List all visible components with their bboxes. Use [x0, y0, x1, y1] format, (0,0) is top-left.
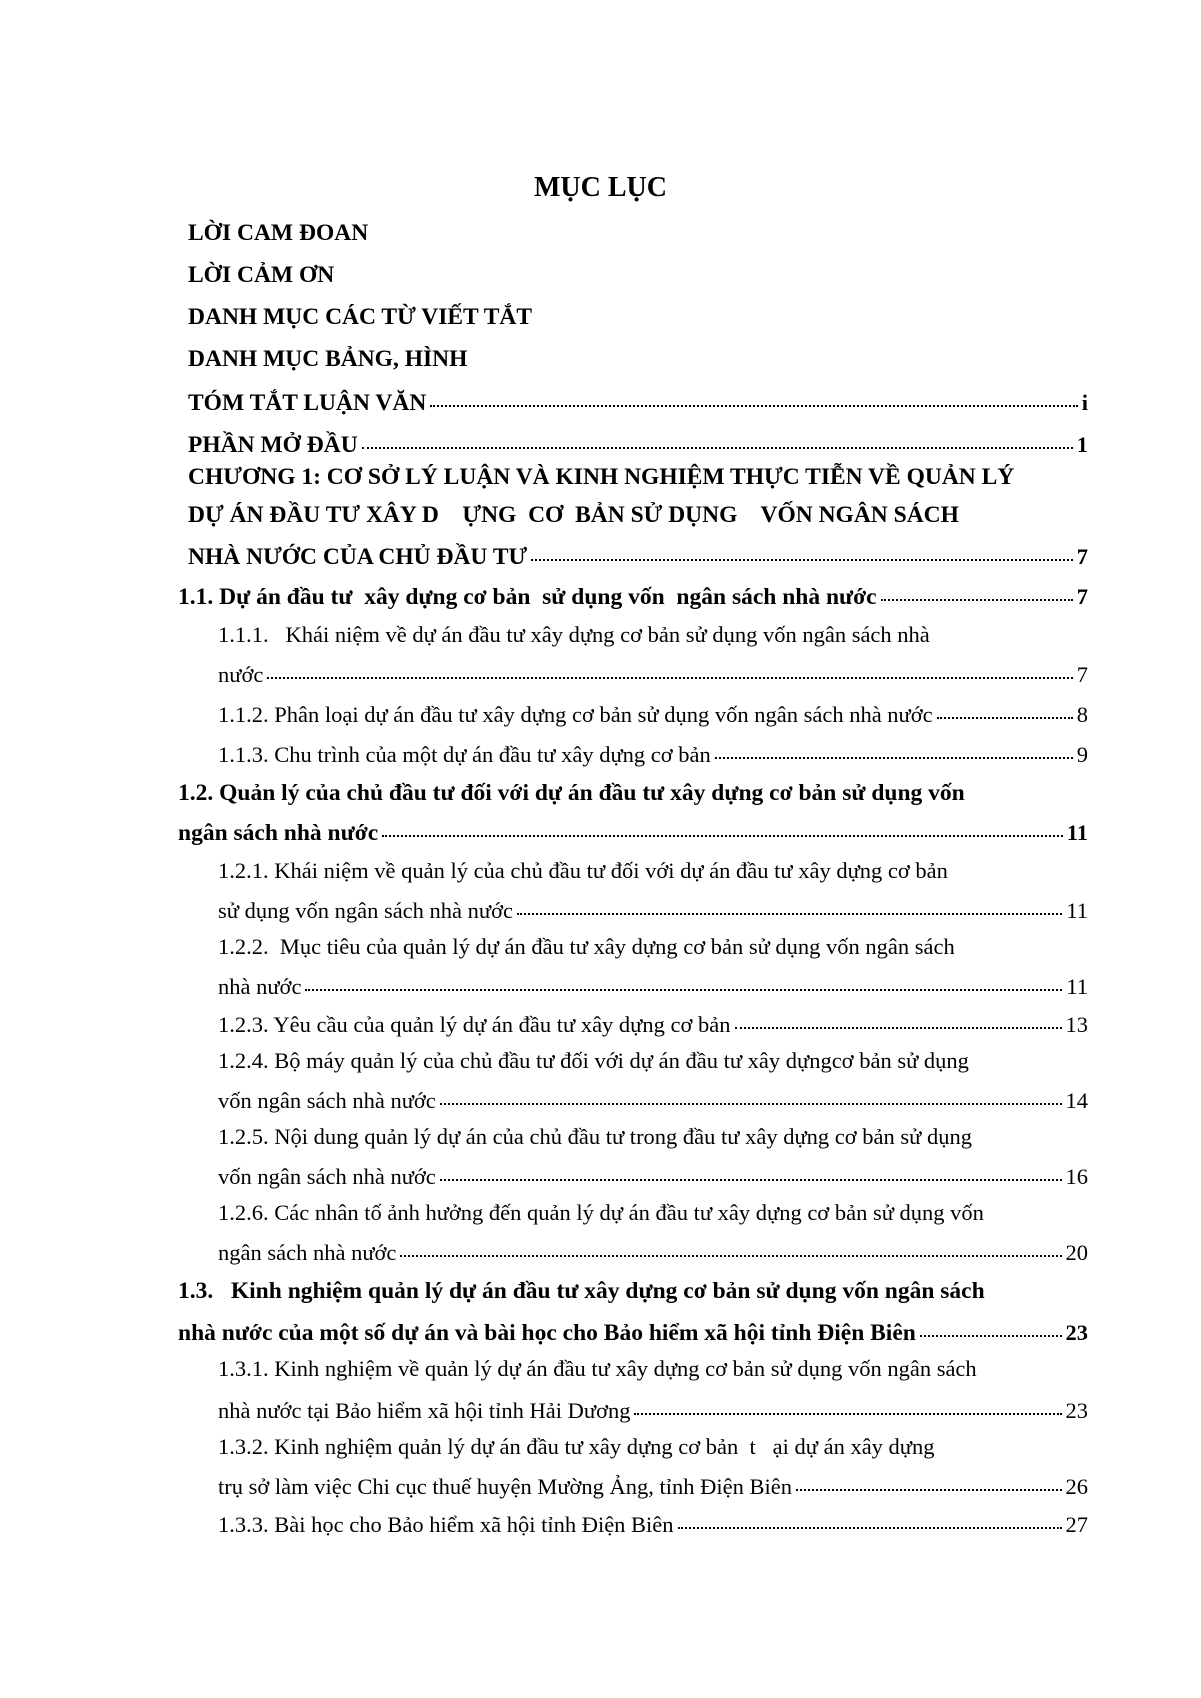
toc-entry-text: 1.2.5. Nội dung quản lý dự án của chủ đầu tư trong đầu tư xây dựng cơ bản sử dụng — [218, 1124, 972, 1149]
toc-entry-text: 1.1.3. Chu trình của một dự án đầu tư xây dựng cơ bản — [218, 742, 711, 767]
dot-leader — [305, 967, 1062, 991]
toc-page-number: 16 — [1065, 1164, 1088, 1189]
toc-entry-text: NHÀ NƯỚC CỦA CHỦ ĐẦU TƯ — [188, 544, 528, 570]
dot-leader — [430, 383, 1077, 407]
toc-entry-text: nhà nước của một số dự án và bài học cho Bảo hiểm xã hội tỉnh Điện Biên — [178, 1320, 916, 1346]
toc-entry — [218, 658, 1088, 688]
toc-entry-text: CHƯƠNG 1: CƠ SỞ LÝ LUẬN VÀ KINH NGHIỆM THỰC TIỄN VỀ QUẢN LÝ — [188, 464, 1015, 490]
toc-entry-text: 1.1.1. Khái niệm về dự án đầu tư xây dựng cơ bản sử dụng vốn ngân sách nhà — [218, 622, 930, 647]
toc-entry-text: sử dụng vốn ngân sách nhà nước — [218, 898, 513, 923]
toc-entry — [218, 738, 1088, 768]
dot-leader — [796, 1467, 1061, 1491]
toc-entry — [218, 1198, 1088, 1228]
toc-entry — [178, 778, 1088, 808]
toc-title: MỤC LỤC — [534, 172, 667, 203]
toc-entry-text: 1.1. Dự án đầu tư xây dựng cơ bản sử dụng vốn ngân sách nhà nước — [178, 584, 877, 610]
dot-leader — [634, 1391, 1061, 1415]
toc-entry-text: trụ sở làm việc Chi cục thuế huyện Mường Ảng, tỉnh Điện Biên — [218, 1474, 793, 1499]
toc-page-number: 23 — [1065, 1398, 1088, 1423]
toc-entry-text: vốn ngân sách nhà nước — [218, 1088, 436, 1113]
toc-entry — [218, 1008, 1088, 1038]
toc-entry-text: ngân sách nhà nước — [178, 820, 379, 846]
toc-entry — [218, 1046, 1088, 1076]
toc-page-number: 1 — [1076, 432, 1088, 457]
dot-leader — [267, 655, 1072, 679]
toc-entry — [218, 1160, 1088, 1190]
toc-entry — [218, 932, 1088, 962]
toc-entry — [188, 260, 334, 290]
toc-entry — [218, 1470, 1088, 1500]
toc-entry-text: nhà nước — [218, 974, 302, 999]
dot-leader — [400, 1233, 1061, 1257]
toc-entry — [218, 698, 1088, 728]
toc-entry-text: 1.3. Kinh nghiệm quản lý dự án đầu tư xây dựng cơ bản sử dụng vốn ngân sách — [178, 1278, 985, 1304]
toc-entry — [178, 1316, 1088, 1346]
toc-entry — [218, 1354, 1098, 1384]
dot-leader — [531, 537, 1073, 561]
dot-leader — [440, 1157, 1062, 1181]
toc-entry — [218, 894, 1088, 924]
toc-entry-text: 1.2.2. Mục tiêu của quản lý dự án đầu tư xây dựng cơ bản sử dụng vốn ngân sách — [218, 934, 955, 959]
toc-page-number: 7 — [1076, 584, 1088, 609]
toc-entry-text: 1.2.1. Khái niệm về quản lý của chủ đầu tư đối với dự án đầu tư xây dựng cơ bản — [218, 858, 948, 883]
toc-page-number: i — [1081, 390, 1088, 415]
toc-entry-text: nhà nước tại Bảo hiểm xã hội tỉnh Hải Dương — [218, 1398, 631, 1423]
dot-leader — [362, 425, 1073, 449]
toc-page-number: 23 — [1065, 1320, 1088, 1345]
toc-entry — [218, 856, 1088, 886]
dot-leader — [735, 1005, 1062, 1029]
toc-page-number: 7 — [1076, 544, 1088, 569]
toc-entry — [218, 1084, 1088, 1114]
toc-entry-text: 1.3.2. Kinh nghiệm quản lý dự án đầu tư xây dựng cơ bản t ại dự án xây dựng — [218, 1434, 935, 1459]
toc-entry — [218, 1394, 1088, 1424]
toc-entry — [188, 302, 532, 332]
toc-entry-text: DANH MỤC CÁC TỪ VIẾT TẮT — [188, 304, 533, 330]
dot-leader — [517, 891, 1062, 915]
toc-page-number: 8 — [1076, 702, 1088, 727]
toc-entry — [218, 1236, 1088, 1266]
toc-page-number: 20 — [1065, 1240, 1088, 1265]
toc-page-number: 11 — [1066, 898, 1088, 923]
toc-entry-text: 1.3.1. Kinh nghiệm về quản lý dự án đầu tư xây dựng cơ bản sử dụng vốn ngân sách — [218, 1356, 977, 1381]
toc-page-number: 27 — [1065, 1512, 1088, 1537]
toc-entry-text: DỰ ÁN ĐẦU TƯ XÂY D ỰNG CƠ BẢN SỬ DỤNG VỐN NGÂN SÁCH — [188, 502, 959, 528]
dot-leader — [881, 577, 1073, 601]
toc-page-number: 7 — [1076, 662, 1088, 687]
toc-entry-text: 1.1.2. Phân loại dự án đầu tư xây dựng cơ bản sử dụng vốn ngân sách nhà nước — [218, 702, 933, 727]
toc-page-number: 11 — [1066, 820, 1088, 845]
dot-leader — [440, 1081, 1062, 1105]
toc-entry-text: 1.2.3. Yêu cầu của quản lý dự án đầu tư xây dựng cơ bản — [218, 1012, 731, 1037]
toc-entry-text: DANH MỤC BẢNG, HÌNH — [188, 346, 468, 372]
toc-entry — [218, 1122, 1088, 1152]
toc-page-number: 11 — [1066, 974, 1088, 999]
toc-entry-text: ngân sách nhà nước — [218, 1240, 397, 1265]
toc-entry-text: PHẦN MỞ ĐẦU — [188, 432, 358, 458]
toc-entry-text: 1.3.3. Bài học cho Bảo hiểm xã hội tỉnh Điện Biên — [218, 1512, 674, 1537]
toc-entry-text: LỜI CAM ĐOAN — [188, 220, 369, 246]
dot-leader — [920, 1313, 1062, 1337]
toc-entry-text: nước — [218, 662, 264, 687]
toc-entry — [188, 218, 368, 248]
toc-entry — [188, 428, 1088, 458]
toc-entry — [218, 1508, 1088, 1538]
toc-entry-text: LỜI CẢM ƠN — [188, 262, 335, 288]
toc-entry-text: TÓM TẮT LUẬN VĂN — [188, 390, 427, 416]
toc-page-number: 13 — [1065, 1012, 1088, 1037]
toc-entry — [218, 970, 1088, 1000]
toc-entry — [218, 1432, 1088, 1462]
toc-entry — [218, 620, 1088, 650]
toc-entry — [188, 540, 1088, 570]
dot-leader — [382, 813, 1063, 837]
dot-leader — [678, 1505, 1062, 1529]
toc-entry — [188, 500, 1088, 530]
toc-entry — [188, 386, 1088, 416]
toc-page-number: 26 — [1065, 1474, 1088, 1499]
toc-entry — [178, 1276, 1088, 1306]
toc-entry-text: 1.2. Quản lý của chủ đầu tư đối với dự án đầu tư xây dựng cơ bản sử dụng vốn — [178, 780, 965, 806]
toc-entry-text: 1.2.4. Bộ máy quản lý của chủ đầu tư đối với dự án đầu tư xây dựngcơ bản sử dụng — [218, 1048, 969, 1073]
toc-entry-text: vốn ngân sách nhà nước — [218, 1164, 436, 1189]
toc-entry — [178, 580, 1088, 610]
toc-entry-text: 1.2.6. Các nhân tố ảnh hưởng đến quản lý dự án đầu tư xây dựng cơ bản sử dụng vốn — [218, 1200, 984, 1225]
toc-page-number: 14 — [1065, 1088, 1088, 1113]
toc-page-number: 9 — [1076, 742, 1088, 767]
toc-entry — [188, 344, 467, 374]
toc-entry — [178, 816, 1088, 846]
dot-leader — [937, 695, 1073, 719]
dot-leader — [715, 735, 1073, 759]
toc-entry — [188, 462, 1088, 492]
